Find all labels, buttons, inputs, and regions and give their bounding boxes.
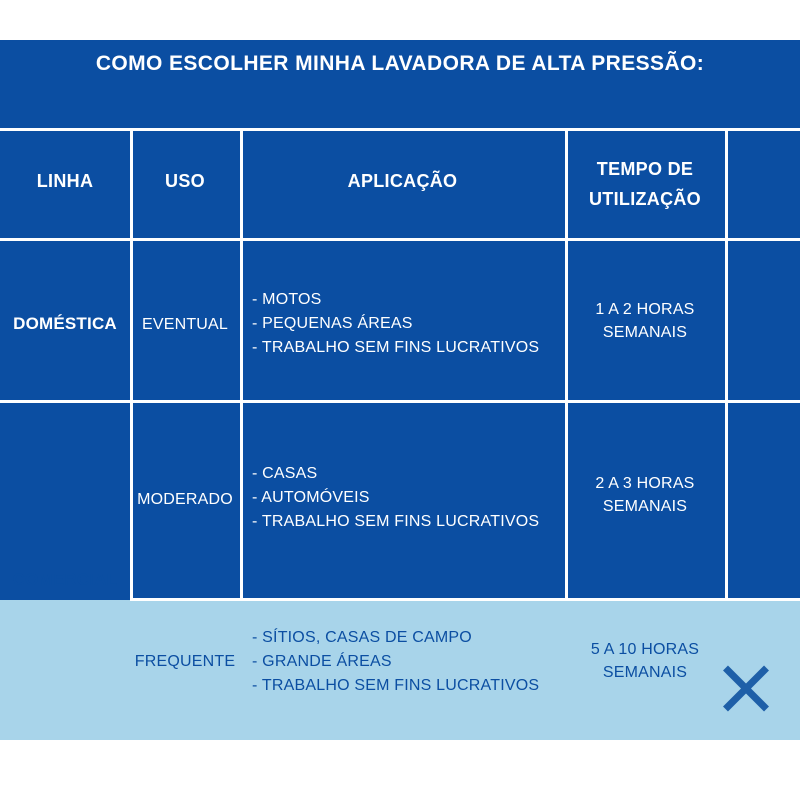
grid-line-h3	[0, 400, 800, 403]
row-domestica-aplicacao-1: - MOTOS	[252, 291, 322, 308]
row-domestica-aplicacao-3: - TRABALHO SEM FINS LUCRATIVOS	[252, 339, 540, 356]
row-frequente-aplicacao-1: - SÍTIOS, CASAS DE CAMPO	[252, 629, 472, 646]
page-title: COMO ESCOLHER MINHA LAVADORA DE ALTA PRESSÃO:	[95, 52, 705, 75]
header-tempo-line1: TEMPO DE	[596, 159, 694, 179]
header-aplicacao: APLICAÇÃO	[347, 171, 458, 191]
row-frequente-uso: FREQUENTE	[134, 653, 236, 670]
row-frequente-aplicacao-3: - TRABALHO SEM FINS LUCRATIVOS	[252, 677, 540, 694]
row-moderado-tempo-2: SEMANAIS	[602, 498, 688, 515]
row-comercial-linha: COMERCIAL	[12, 570, 118, 589]
x-mark-icon	[718, 660, 774, 716]
row-frequente-aplicacao-2: - GRANDE ÁREAS	[252, 653, 392, 670]
comparison-table	[0, 40, 800, 740]
row-moderado-tempo-1: 2 A 3 HORAS	[595, 475, 695, 492]
row-domestica-uso: EVENTUAL	[141, 316, 229, 333]
row-frequente-tempo-1: 5 A 10 HORAS	[590, 641, 700, 658]
header-linha: LINHA	[36, 171, 94, 191]
grid-line-h1	[0, 128, 800, 131]
row-domestica-tempo-1: 1 A 2 HORAS	[595, 301, 695, 318]
header-tempo-line2: UTILIZAÇÃO	[589, 189, 701, 209]
header-uso: USO	[165, 171, 205, 191]
row-domestica-aplicacao-2: - PEQUENAS ÁREAS	[252, 315, 413, 332]
grid-line-h2	[0, 238, 800, 241]
row-domestica-linha: DOMÉSTICA	[13, 314, 117, 333]
grid-line-v4	[725, 128, 728, 598]
row-frequente-tempo-2: SEMANAIS	[602, 664, 688, 681]
row-moderado-uso: MODERADO	[137, 491, 233, 508]
row-moderado-aplicacao-1: - CASAS	[252, 465, 318, 482]
row-moderado-aplicacao-3: - TRABALHO SEM FINS LUCRATIVOS	[252, 513, 540, 530]
grid-line-h4	[130, 598, 800, 601]
grid-line-v1	[130, 128, 133, 598]
row-moderado-aplicacao-2: - AUTOMÓVEIS	[252, 489, 370, 506]
grid-line-v2	[240, 128, 243, 598]
row-domestica-tempo-2: SEMANAIS	[602, 324, 688, 341]
